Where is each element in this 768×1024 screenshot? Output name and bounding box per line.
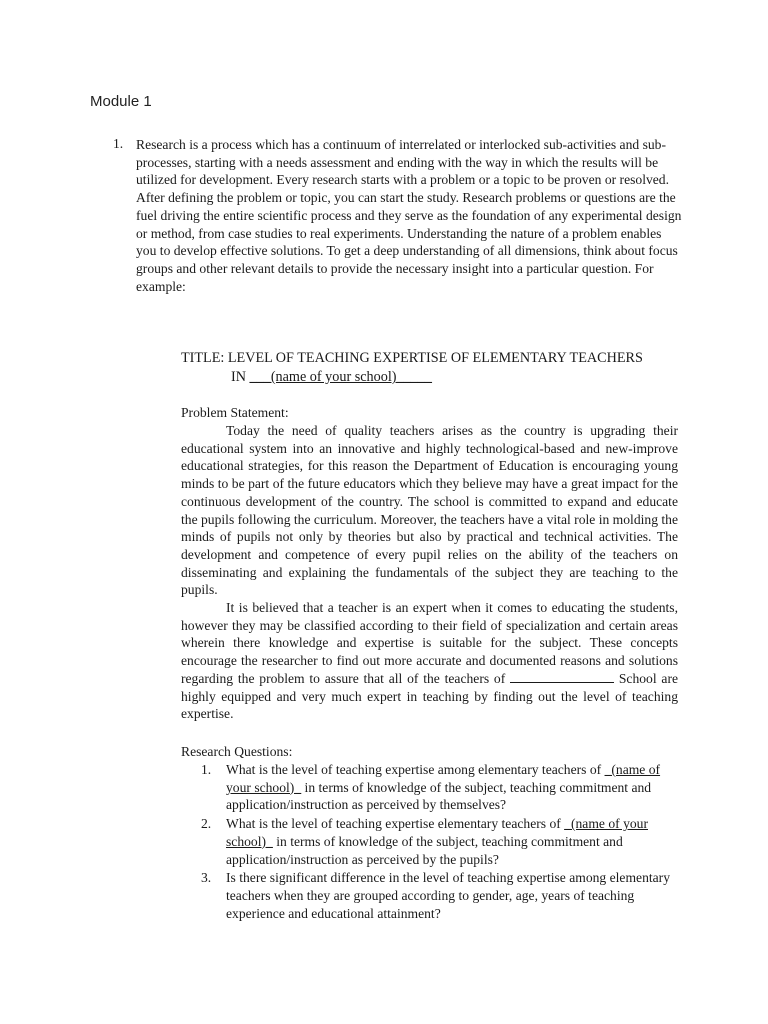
paragraph2-after: School are highly equipped and very much expert in teaching by finding out the level of teaching expertise. (181, 670, 679, 722)
question-text-before: What is the level of teaching expertise elementary teachers of (226, 816, 565, 832)
research-questions-list (201, 761, 681, 923)
research-question (201, 761, 681, 814)
problem-statement-label: Problem Statement: (181, 405, 289, 420)
research-question (201, 815, 681, 868)
example-title-line1: TITLE: LEVEL OF TEACHING EXPERTISE OF ELEMENTARY TEACHERS (181, 350, 643, 366)
paragraph2-before: It is believed that a teacher is an expert when it comes to educating the students, however they may be classified according to their field of specialization and certain areas wherein there knowledge and expertise is suitable for the subject. These concepts encourage the researcher to find out more accurate and documented reasons and solutions regarding the problem to assure that all of the teachers of (181, 600, 678, 686)
item-text: Research is a process which has a continuum of interrelated or interlocked sub-activities and sub-processes, starting with a needs assessment and ending with the way in which the results will be utilized for development. Every research starts with a problem or a topic to be proven or resolved. After defining the problem or topic, you can start the study. Research problems or questions are the fuel driving the entire scientific process and they serve as the foundation of any experimental design or method, from case studies to real experiments. Understanding the nature of a problem enables you to develop effective solutions. To get a deep understanding of all dimensions, think about focus groups and other relevant details to provide the necessary insight into a particular question. For example: (136, 137, 682, 294)
question-text-before: Is there significant difference in the level of teaching expertise among elementary teachers when they are grouped according to gender, age, years of teaching experience and educational attainment? (226, 870, 671, 921)
numbered-item-1 (113, 136, 683, 295)
question-text-before: What is the level of teaching expertise among elementary teachers of (226, 762, 605, 777)
problem-paragraph-2 (181, 599, 678, 723)
question-number: 1. (201, 762, 212, 777)
school-blank-line (510, 670, 614, 683)
problem-statement-body (181, 422, 678, 723)
question-text-after: in terms of knowledge of the subject, teaching commitment and application/instruction as perceived by themselves? (226, 779, 652, 813)
question-text-after: in terms of knowledge of the subject, teaching commitment and application/instruction as perceived by the pupils? (226, 833, 623, 867)
research-questions-label: Research Questions: (181, 744, 293, 759)
module-title: Module 1 (90, 93, 152, 110)
question-school-blank: _(name of your school)_ (226, 816, 648, 849)
research-question (201, 869, 681, 922)
question-school-blank: _(name of your school)_ (226, 762, 661, 795)
title-in-prefix: IN (231, 369, 250, 385)
problem-paragraph-1: Today the need of quality teachers arises as the country is upgrading their educational system into an innovative and highly technological-based and new-improve educational strategies, for this reason the Department of Education is encouraging young minds to be part of the future educators which they believe may have a great impact for the continuous development of the country. The school is committed to expand and educate the pupils following the curriculum. Moreover, the teachers have a vital role in molding the minds of pupils not only by theories but also by practical and technical activities. The development and competence of every pupil relies on the ability of the teachers on disseminating and explaining the fundamentals of the subject they are teaching to the pupils. (181, 423, 678, 598)
question-number: 3. (201, 870, 212, 886)
item-number: 1. (113, 136, 124, 151)
example-title-line2 (231, 369, 432, 386)
question-number: 2. (201, 816, 212, 832)
school-name-blank: ___(name of your school)_____ (249, 369, 432, 385)
